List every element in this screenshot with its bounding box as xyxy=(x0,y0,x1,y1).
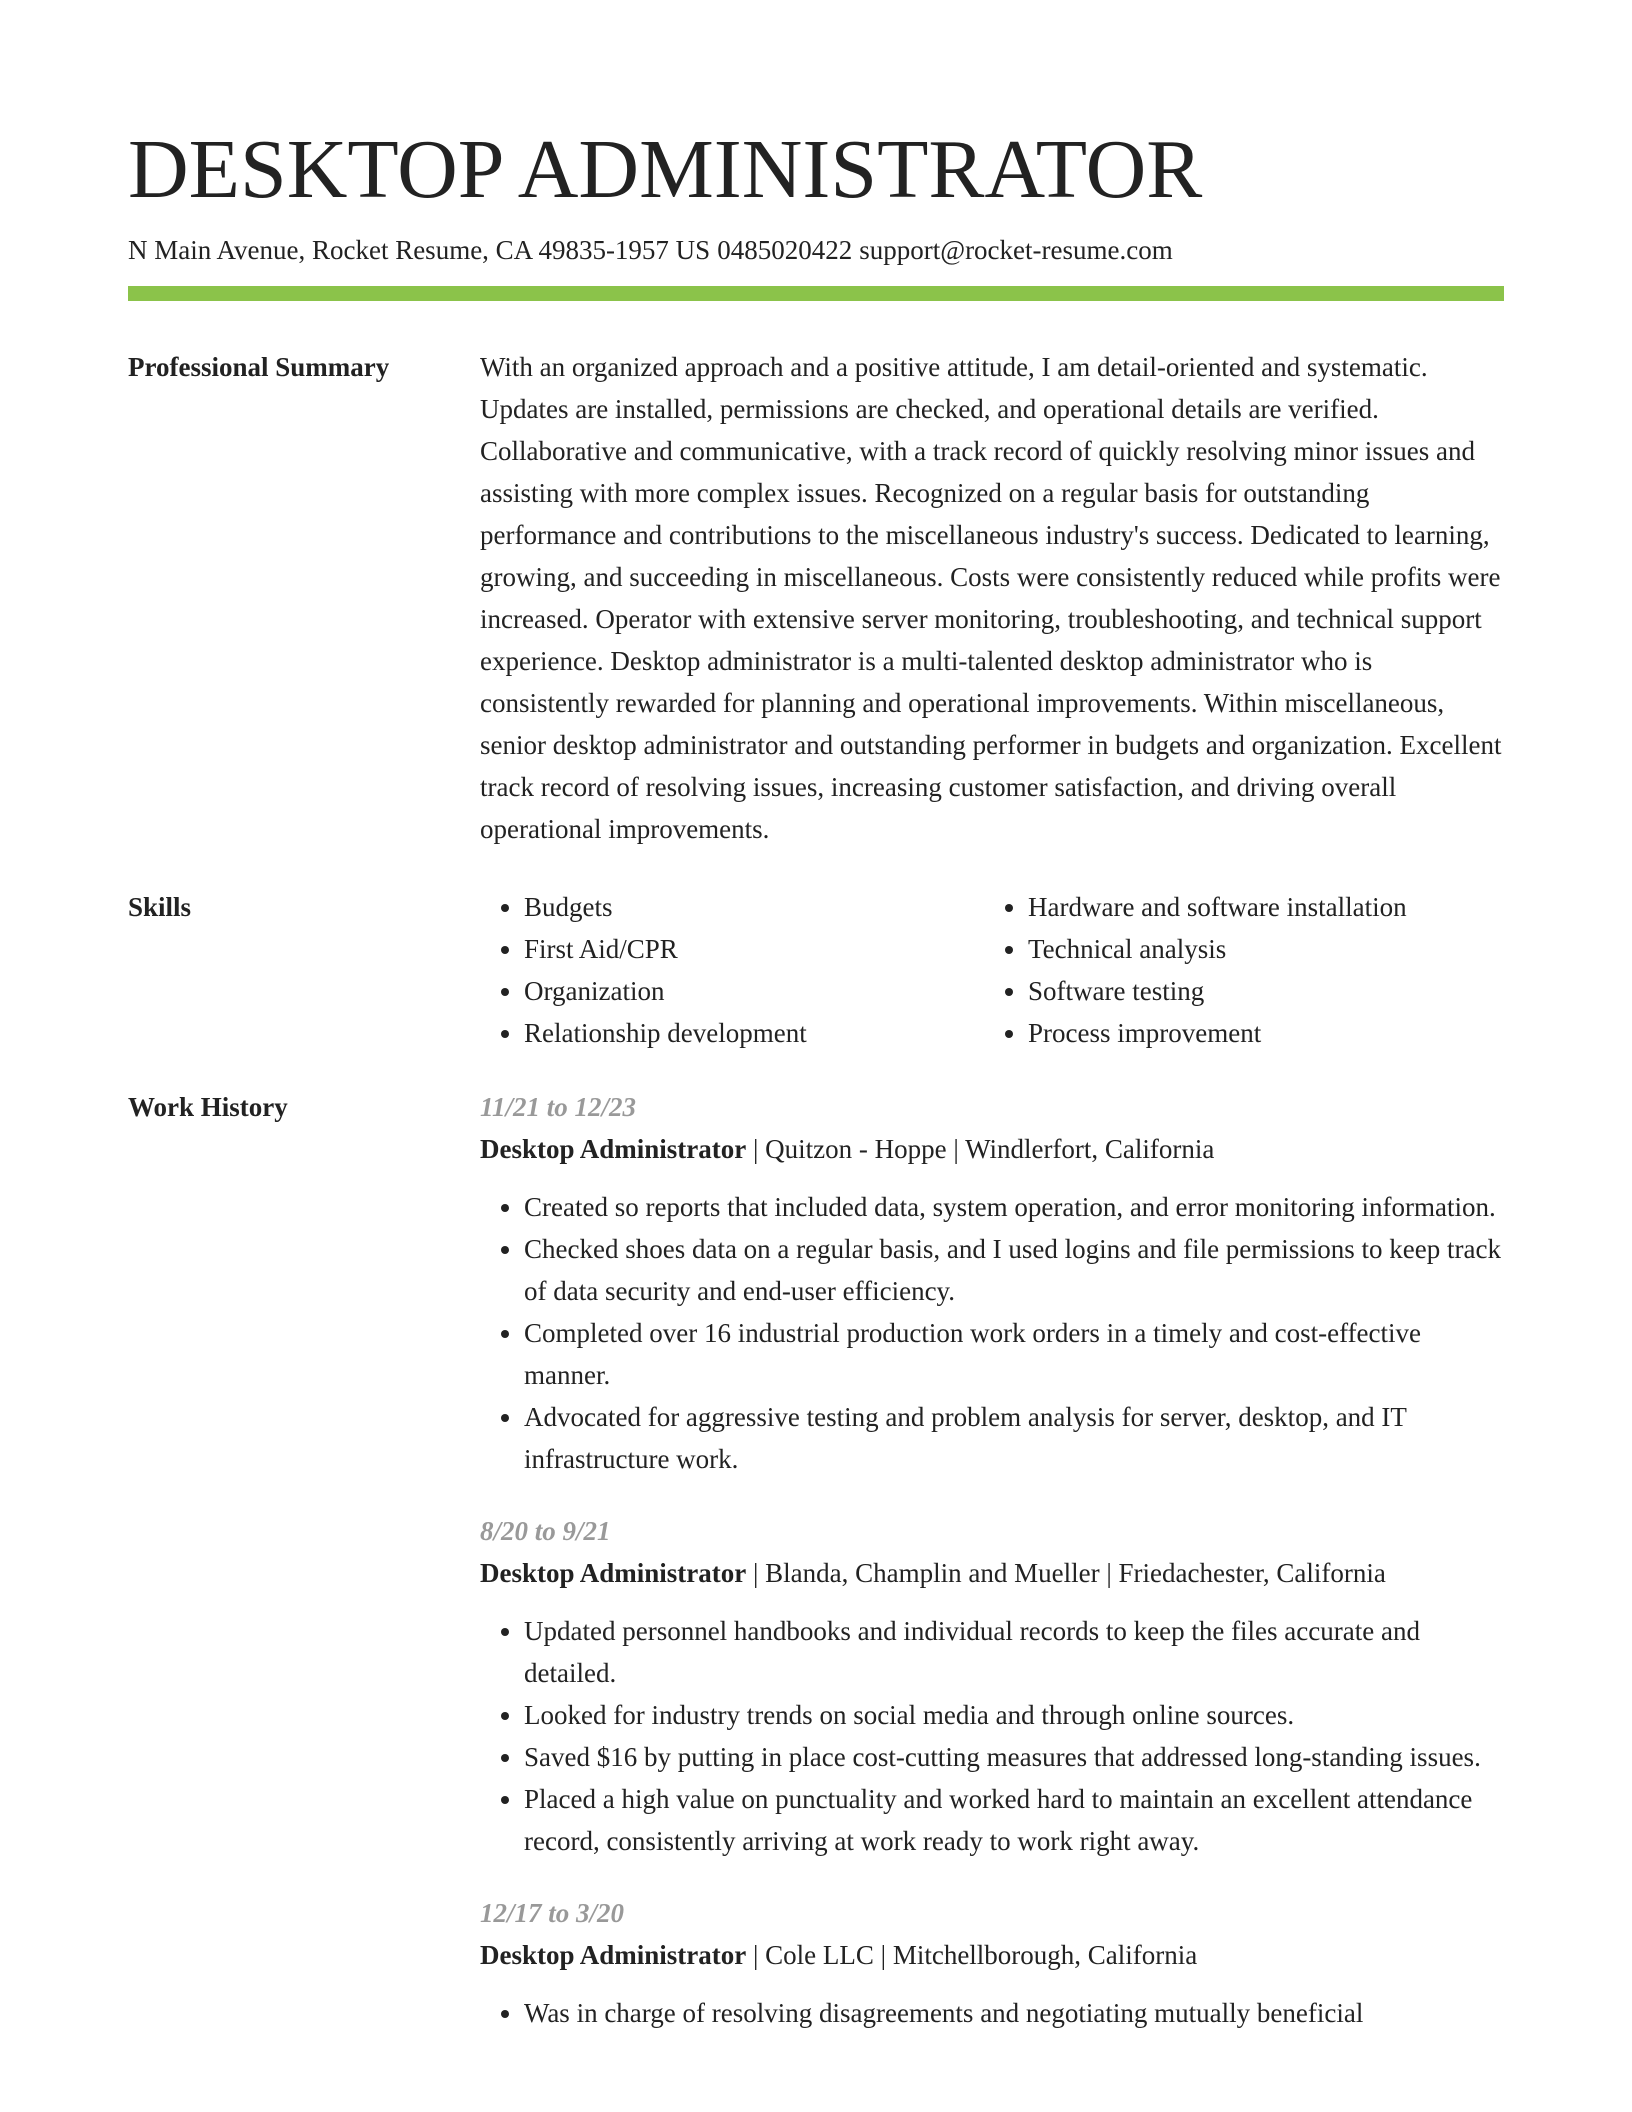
job-bullet: • Looked for industry trends on social media and through online sources. xyxy=(524,1694,1504,1736)
skill-item: • Technical analysis xyxy=(1028,928,1488,970)
job-company: Quitzon - Hoppe xyxy=(765,1134,947,1164)
job-title-line: Desktop Administrator | Blanda, Champlin and Mueller | Friedachester, California xyxy=(480,1558,1386,1588)
work-history-section xyxy=(128,1086,1504,2112)
job-bullet: • Advocated for aggressive testing and problem analysis for server, desktop, and IT infrastructure work. xyxy=(524,1396,1504,1480)
work-history-heading: Work History xyxy=(128,1092,288,1122)
skills-body xyxy=(480,886,1504,1054)
job-bullets xyxy=(480,1992,1504,2034)
resume-title: DESKTOP ADMINISTRATOR xyxy=(128,123,1203,216)
skills-list-left xyxy=(480,886,984,1054)
job-bullet: • Updated personnel handbooks and individual records to keep the files accurate and detailed. xyxy=(524,1610,1504,1694)
contact-line xyxy=(128,232,1173,268)
job-title-line: Desktop Administrator | Quitzon - Hoppe | Windlerfort, California xyxy=(480,1134,1215,1164)
job-bullet: • Saved $16 by putting in place cost-cutting measures that addressed long-standing issues. xyxy=(524,1736,1504,1778)
job-title-line: Desktop Administrator | Cole LLC | Mitchellborough, California xyxy=(480,1940,1198,1970)
job-bullet: • Completed over 16 industrial production work orders in a timely and cost-effective manner. xyxy=(524,1312,1504,1396)
skill-item: • Budgets xyxy=(524,886,984,928)
skill-item: • Process improvement xyxy=(1028,1012,1488,1054)
job-entry xyxy=(480,1892,1504,2034)
job-company: Cole LLC xyxy=(765,1940,874,1970)
skills-list-right xyxy=(984,886,1488,1054)
skill-item: • Organization xyxy=(524,970,984,1012)
summary-body xyxy=(480,346,1504,850)
job-bullet: • Created so reports that included data, system operation, and error monitoring information. xyxy=(524,1186,1504,1228)
job-title: Desktop Administrator xyxy=(480,1134,747,1164)
summary-text: With an organized approach and a positive attitude, I am detail-oriented and systematic. Updates are installed, permissions are checked, and operational details are verified. Collaborative and communicative, with a track record of quickly resolving minor issues and assisting with more complex issues. Recognized on a regular basis for outstanding performance and contributions to the miscellaneous industry's success. Dedicated to learning, growing, and succeeding in miscellaneous. Costs were consistently reduced while profits were increased. Operator with extensive server monitoring, troubleshooting, and technical support experience. Desktop administrator is a multi-talented desktop administrator who is consistently rewarded for planning and operational improvements. Within miscellaneous, senior desktop administrator and outstanding performer in budgets and organization. Excellent track record of resolving issues, increasing customer satisfaction, and driving overall operational improvements. xyxy=(480,352,1502,844)
skill-item: • Relationship development xyxy=(524,1012,984,1054)
job-dates: 8/20 to 9/21 xyxy=(480,1516,611,1546)
skills-columns xyxy=(480,886,1504,1054)
job-bullet: • Checked shoes data on a regular basis, and I used logins and file permissions to keep track of data security and end-user efficiency. xyxy=(524,1228,1504,1312)
job-location: Mitchellborough, California xyxy=(892,1940,1198,1970)
job-location: Friedachester, California xyxy=(1118,1558,1386,1588)
job-entry xyxy=(480,1510,1504,1862)
email-text: support@rocket-resume.com xyxy=(859,235,1173,265)
job-dates: 12/17 to 3/20 xyxy=(480,1898,625,1928)
job-location: Windlerfort, California xyxy=(965,1134,1215,1164)
skill-item: • Hardware and software installation xyxy=(1028,886,1488,928)
job-title: Desktop Administrator xyxy=(480,1940,747,1970)
phone-text: 0485020422 xyxy=(717,235,853,265)
address-text: N Main Avenue, Rocket Resume, CA 49835-1957 US xyxy=(128,235,711,265)
summary-heading: Professional Summary xyxy=(128,352,390,382)
job-bullet: • Placed a high value on punctuality and worked hard to maintain an excellent attendance record, consistently arriving at work ready to work right away. xyxy=(524,1778,1504,1862)
skills-section xyxy=(128,886,1504,1066)
header-divider xyxy=(128,286,1504,301)
work-history-body xyxy=(480,1086,1504,2064)
skill-item: • First Aid/CPR xyxy=(524,928,984,970)
summary-section xyxy=(128,346,1504,866)
job-bullets xyxy=(480,1610,1504,1862)
job-title: Desktop Administrator xyxy=(480,1558,747,1588)
job-company: Blanda, Champlin and Mueller xyxy=(765,1558,1100,1588)
skills-heading: Skills xyxy=(128,892,192,922)
job-bullets xyxy=(480,1186,1504,1480)
job-entry xyxy=(480,1086,1504,1480)
job-bullet: • Was in charge of resolving disagreements and negotiating mutually beneficial xyxy=(524,1992,1504,2034)
skill-item: • Software testing xyxy=(1028,970,1488,1012)
job-dates: 11/21 to 12/23 xyxy=(480,1092,637,1122)
